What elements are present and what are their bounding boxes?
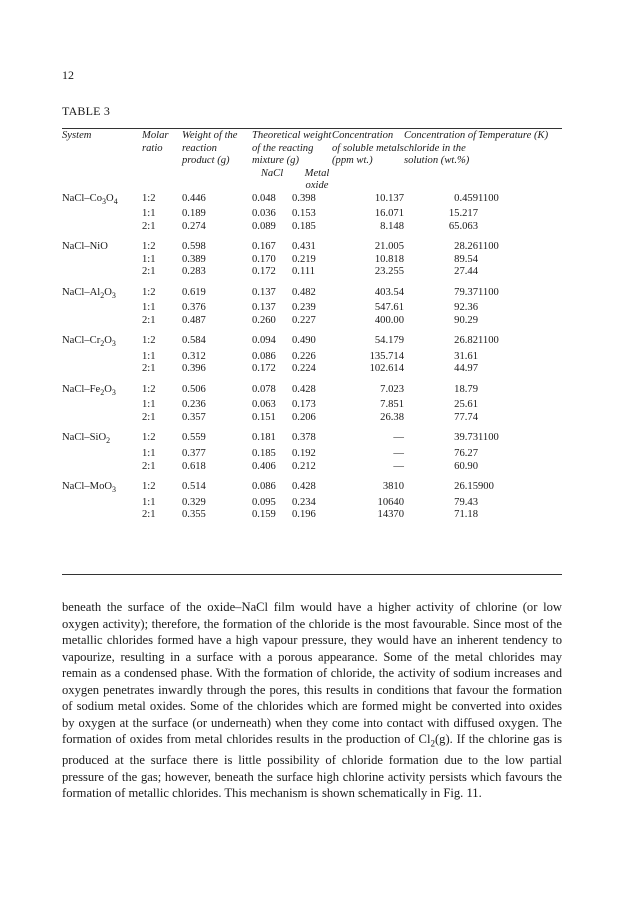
nacl-cell: 0.185 bbox=[252, 448, 276, 460]
metal-oxide-cell: 0.431 bbox=[292, 241, 316, 253]
system-cell bbox=[62, 448, 142, 461]
metal-oxide-cell: 0.239 bbox=[292, 302, 316, 314]
nacl-cell: 0.078 bbox=[252, 383, 276, 395]
molar-ratio-cell: 1:2 bbox=[142, 335, 156, 347]
table-row bbox=[62, 424, 562, 448]
concentration-chloride-cell: 89.54 bbox=[454, 253, 478, 265]
nacl-cell: 0.086 bbox=[252, 481, 276, 493]
concentration-soluble-cell: 10.137 bbox=[374, 192, 404, 204]
system-cell bbox=[62, 509, 142, 522]
weight-cell: 0.598 bbox=[182, 241, 206, 253]
metal-oxide-cell: 0.192 bbox=[292, 448, 316, 460]
concentration-soluble-cell: 8.148 bbox=[380, 220, 404, 232]
table-subheader-row bbox=[62, 168, 562, 193]
temperature-cell bbox=[478, 509, 562, 522]
system-cell: NaCl–NiO bbox=[62, 241, 108, 253]
system-cell bbox=[62, 208, 142, 221]
weight-cell: 0.506 bbox=[182, 383, 206, 395]
system-cell bbox=[62, 302, 142, 315]
weight-cell: 0.329 bbox=[182, 496, 206, 508]
metal-oxide-cell: 0.482 bbox=[292, 286, 316, 298]
concentration-soluble-cell: 16.071 bbox=[374, 208, 404, 220]
table-row bbox=[62, 279, 562, 303]
header-theoretical: Theoretical weight of the reacting mixture (g) bbox=[252, 130, 332, 166]
concentration-soluble-cell: 10640 bbox=[377, 496, 404, 508]
temperature-cell bbox=[478, 266, 562, 279]
system-cell: NaCl–$Cr_2O_3$ bbox=[62, 335, 116, 349]
molar-ratio-cell: 2:1 bbox=[142, 460, 156, 472]
nacl-cell: 0.159 bbox=[252, 509, 276, 521]
metal-oxide-cell: 0.378 bbox=[292, 432, 316, 444]
molar-ratio-cell: 1:1 bbox=[142, 448, 156, 460]
nacl-cell: 0.172 bbox=[252, 266, 276, 278]
concentration-chloride-cell: 18.79 bbox=[454, 383, 478, 395]
table-row bbox=[62, 254, 562, 267]
weight-cell: 0.377 bbox=[182, 448, 206, 460]
temperature-cell bbox=[478, 208, 562, 221]
metal-oxide-cell: 0.398 bbox=[292, 192, 316, 204]
table-row bbox=[62, 363, 562, 376]
table-row bbox=[62, 327, 562, 351]
weight-cell: 0.559 bbox=[182, 432, 206, 444]
temperature-cell bbox=[478, 221, 562, 234]
metal-oxide-cell: 0.212 bbox=[292, 460, 316, 472]
concentration-chloride-cell: 27.44 bbox=[454, 266, 478, 278]
temperature-cell bbox=[478, 376, 562, 400]
concentration-soluble-cell: 14370 bbox=[377, 509, 404, 521]
table-row bbox=[62, 509, 562, 522]
nacl-cell: 0.167 bbox=[252, 241, 276, 253]
nacl-cell: 0.260 bbox=[252, 314, 276, 326]
temperature-cell bbox=[478, 448, 562, 461]
concentration-soluble-cell: 10.818 bbox=[374, 253, 404, 265]
concentration-chloride-cell: 60.90 bbox=[454, 460, 478, 472]
nacl-cell: 0.172 bbox=[252, 363, 276, 375]
concentration-soluble-cell: 23.255 bbox=[374, 266, 404, 278]
system-cell bbox=[62, 461, 142, 474]
nacl-cell: 0.151 bbox=[252, 411, 276, 423]
nacl-cell: 0.095 bbox=[252, 496, 276, 508]
nacl-cell: 0.036 bbox=[252, 208, 276, 220]
molar-ratio-cell: 1:1 bbox=[142, 496, 156, 508]
system-cell bbox=[62, 412, 142, 425]
molar-ratio-cell: 2:1 bbox=[142, 314, 156, 326]
table-row bbox=[62, 351, 562, 364]
temperature-cell bbox=[478, 254, 562, 267]
system-cell: NaCl–SiO$_2$ bbox=[62, 432, 111, 446]
weight-cell: 0.189 bbox=[182, 208, 206, 220]
concentration-soluble-cell: 3810 bbox=[382, 481, 404, 493]
system-cell: NaCl–$Fe_2O_3$ bbox=[62, 383, 116, 397]
table-row bbox=[62, 376, 562, 400]
nacl-cell: 0.048 bbox=[252, 192, 276, 204]
weight-cell: 0.618 bbox=[182, 460, 206, 472]
table-row bbox=[62, 208, 562, 221]
temperature-cell bbox=[478, 399, 562, 412]
table-row bbox=[62, 412, 562, 425]
temperature-cell: 1100 bbox=[478, 335, 499, 347]
molar-ratio-cell: 2:1 bbox=[142, 411, 156, 423]
weight-cell: 0.355 bbox=[182, 509, 206, 521]
table-row bbox=[62, 399, 562, 412]
temperature-cell: 1100 bbox=[478, 241, 499, 253]
subheader-metal-oxide: Metal oxide bbox=[304, 167, 330, 191]
molar-ratio-cell: 1:2 bbox=[142, 481, 156, 493]
table-body bbox=[62, 193, 562, 522]
system-cell: NaCl–$Al_2O_3$ bbox=[62, 286, 116, 300]
metal-oxide-cell: 0.226 bbox=[292, 350, 316, 362]
weight-cell: 0.446 bbox=[182, 192, 206, 204]
concentration-chloride-cell: 79.43 bbox=[454, 496, 478, 508]
system-cell bbox=[62, 266, 142, 279]
system-cell bbox=[62, 315, 142, 328]
concentration-chloride-cell: 65.063 bbox=[448, 220, 478, 232]
concentration-chloride-cell: 28.26 bbox=[454, 241, 478, 253]
header-molar-ratio: Molar ratio bbox=[142, 130, 169, 154]
molar-ratio-cell: 2:1 bbox=[142, 509, 156, 521]
metal-oxide-cell: 0.111 bbox=[292, 266, 316, 278]
molar-ratio-cell: 1:1 bbox=[142, 399, 156, 411]
nacl-cell: 0.089 bbox=[252, 220, 276, 232]
concentration-chloride-cell: 26.15 bbox=[454, 481, 478, 493]
header-weight-product: Weight of the reaction product (g) bbox=[182, 130, 238, 166]
concentration-soluble-cell: 7.851 bbox=[380, 399, 404, 411]
concentration-soluble-cell: 400.00 bbox=[374, 314, 404, 326]
system-cell: NaCl–MoO$_3$ bbox=[62, 481, 117, 495]
molar-ratio-cell: 1:2 bbox=[142, 286, 156, 298]
table-row bbox=[62, 302, 562, 315]
table-row bbox=[62, 448, 562, 461]
metal-oxide-cell: 0.196 bbox=[292, 509, 316, 521]
metal-oxide-cell: 0.234 bbox=[292, 496, 316, 508]
system-cell bbox=[62, 497, 142, 510]
nacl-cell: 0.406 bbox=[252, 460, 276, 472]
table-row bbox=[62, 193, 562, 209]
temperature-cell bbox=[478, 363, 562, 376]
header-system: System bbox=[62, 130, 92, 141]
nacl-cell: 0.181 bbox=[252, 432, 276, 444]
concentration-chloride-cell: 76.27 bbox=[454, 448, 478, 460]
molar-ratio-cell: 1:1 bbox=[142, 350, 156, 362]
concentration-soluble-cell: 7.023 bbox=[380, 383, 404, 395]
nacl-cell: 0.063 bbox=[252, 399, 276, 411]
concentration-soluble-cell: 547.61 bbox=[374, 302, 404, 314]
molar-ratio-cell: 1:2 bbox=[142, 241, 156, 253]
page-number: 12 bbox=[62, 68, 74, 82]
concentration-chloride-cell: 26.82 bbox=[454, 335, 478, 347]
header-concentration-soluble: Concentration of soluble metals (ppm wt.) bbox=[332, 130, 404, 166]
nacl-cell: 0.086 bbox=[252, 350, 276, 362]
concentration-chloride-cell: 31.61 bbox=[454, 350, 478, 362]
table-row bbox=[62, 233, 562, 254]
concentration-chloride-cell: 71.18 bbox=[454, 509, 478, 521]
weight-cell: 0.312 bbox=[182, 350, 206, 362]
weight-cell: 0.584 bbox=[182, 335, 206, 347]
weight-cell: 0.396 bbox=[182, 363, 206, 375]
system-cell bbox=[62, 254, 142, 267]
weight-cell: 0.274 bbox=[182, 220, 206, 232]
metal-oxide-cell: 0.219 bbox=[292, 253, 316, 265]
temperature-cell: 900 bbox=[478, 481, 494, 493]
table-caption: TABLE 3 bbox=[62, 104, 111, 118]
data-table bbox=[62, 130, 562, 522]
nacl-cell: 0.137 bbox=[252, 302, 276, 314]
nacl-cell: 0.094 bbox=[252, 335, 276, 347]
concentration-chloride-cell: 25.61 bbox=[454, 399, 478, 411]
table-bottom-rule bbox=[62, 574, 562, 575]
temperature-cell bbox=[478, 302, 562, 315]
table-header-row bbox=[62, 130, 562, 168]
concentration-chloride-cell: 44.97 bbox=[454, 363, 478, 375]
temperature-cell: 1100 bbox=[478, 432, 499, 444]
molar-ratio-cell: 1:1 bbox=[142, 253, 156, 265]
body-paragraph: beneath the surface of the oxide–NaCl film would have a higher activity of chlorine (or low oxygen activity); therefore, the formation of the chloride is the most favourable. Since most of the metallic chlorides formed have a high vapour pressure, they would have an inherent tendency to vapourize, resulting in a surface with a porous appearance. Some of the metal chlorides may remain as a condensed phase. With the formation of chloride, the activity of sodium increases and oxygen penetrates inwardly through the pores, this results in conditions that favour the formation of sodium metal oxides. Some of the chlorides which are formed might be converted into oxides by oxygen at the surface (or underneath) when they come into contact with diffused oxygen. The formation of oxides from metal chlorides results in the production of $Cl_2(g)$. If the chlorine gas is produced at the surface there is little possibility of chloride formation due to the low partial pressure of the gas; however, beneath the surface high chlorine activity persists which favours the formation of metallic chlorides. This mechanism is shown schematically in Fig. 11. bbox=[62, 600, 562, 801]
molar-ratio-cell: 2:1 bbox=[142, 363, 156, 375]
system-cell bbox=[62, 351, 142, 364]
weight-cell: 0.283 bbox=[182, 266, 206, 278]
metal-oxide-cell: 0.490 bbox=[292, 335, 316, 347]
concentration-soluble-cell: — bbox=[393, 460, 404, 472]
concentration-chloride-cell: 0.459 bbox=[454, 192, 478, 204]
temperature-cell: 1100 bbox=[478, 192, 499, 204]
metal-oxide-cell: 0.206 bbox=[292, 411, 316, 423]
concentration-soluble-cell: 102.614 bbox=[369, 363, 404, 375]
molar-ratio-cell: 1:1 bbox=[142, 208, 156, 220]
temperature-cell bbox=[478, 412, 562, 425]
temperature-cell bbox=[478, 351, 562, 364]
concentration-soluble-cell: 21.005 bbox=[374, 241, 404, 253]
header-concentration-chloride: Concentration of chloride in the solution (wt.%) bbox=[404, 130, 477, 166]
table-row bbox=[62, 315, 562, 328]
molar-ratio-cell: 1:2 bbox=[142, 432, 156, 444]
metal-oxide-cell: 0.428 bbox=[292, 383, 316, 395]
concentration-soluble-cell: 403.54 bbox=[374, 286, 404, 298]
concentration-soluble-cell: 135.714 bbox=[369, 350, 404, 362]
table-row bbox=[62, 461, 562, 474]
molar-ratio-cell: 1:1 bbox=[142, 302, 156, 314]
weight-cell: 0.514 bbox=[182, 481, 206, 493]
molar-ratio-cell: 1:2 bbox=[142, 192, 156, 204]
weight-cell: 0.487 bbox=[182, 314, 206, 326]
system-cell bbox=[62, 221, 142, 234]
temperature-cell bbox=[478, 461, 562, 474]
metal-oxide-cell: 0.227 bbox=[292, 314, 316, 326]
molar-ratio-cell: 1:2 bbox=[142, 383, 156, 395]
concentration-chloride-cell: 77.74 bbox=[454, 411, 478, 423]
weight-cell: 0.619 bbox=[182, 286, 206, 298]
table-top-rule bbox=[62, 128, 562, 129]
system-cell bbox=[62, 399, 142, 412]
nacl-cell: 0.137 bbox=[252, 286, 276, 298]
metal-oxide-cell: 0.224 bbox=[292, 363, 316, 375]
weight-cell: 0.389 bbox=[182, 253, 206, 265]
metal-oxide-cell: 0.185 bbox=[292, 220, 316, 232]
system-cell bbox=[62, 363, 142, 376]
table-row bbox=[62, 497, 562, 510]
weight-cell: 0.357 bbox=[182, 411, 206, 423]
concentration-chloride-cell: 79.37 bbox=[454, 286, 478, 298]
weight-cell: 0.236 bbox=[182, 399, 206, 411]
table-row bbox=[62, 221, 562, 234]
temperature-cell: 1100 bbox=[478, 286, 499, 298]
molar-ratio-cell: 2:1 bbox=[142, 266, 156, 278]
weight-cell: 0.376 bbox=[182, 302, 206, 314]
molar-ratio-cell: 2:1 bbox=[142, 220, 156, 232]
concentration-soluble-cell: 26.38 bbox=[380, 411, 404, 423]
header-temperature: Temperature (K) bbox=[478, 130, 549, 141]
concentration-soluble-cell: — bbox=[393, 432, 404, 444]
system-cell: NaCl–$Co_3O_4$ bbox=[62, 192, 118, 206]
concentration-soluble-cell: 54.179 bbox=[374, 335, 404, 347]
concentration-chloride-cell: 15.217 bbox=[448, 208, 478, 220]
temperature-cell bbox=[478, 497, 562, 510]
metal-oxide-cell: 0.173 bbox=[292, 399, 316, 411]
subheader-nacl: NaCl bbox=[260, 167, 284, 179]
nacl-cell: 0.170 bbox=[252, 253, 276, 265]
metal-oxide-cell: 0.153 bbox=[292, 208, 316, 220]
concentration-soluble-cell: — bbox=[393, 448, 404, 460]
concentration-chloride-cell: 90.29 bbox=[454, 314, 478, 326]
concentration-chloride-cell: 39.73 bbox=[454, 432, 478, 444]
concentration-chloride-cell: 92.36 bbox=[454, 302, 478, 314]
metal-oxide-cell: 0.428 bbox=[292, 481, 316, 493]
temperature-cell bbox=[478, 315, 562, 328]
table-row bbox=[62, 266, 562, 279]
table-row bbox=[62, 473, 562, 497]
